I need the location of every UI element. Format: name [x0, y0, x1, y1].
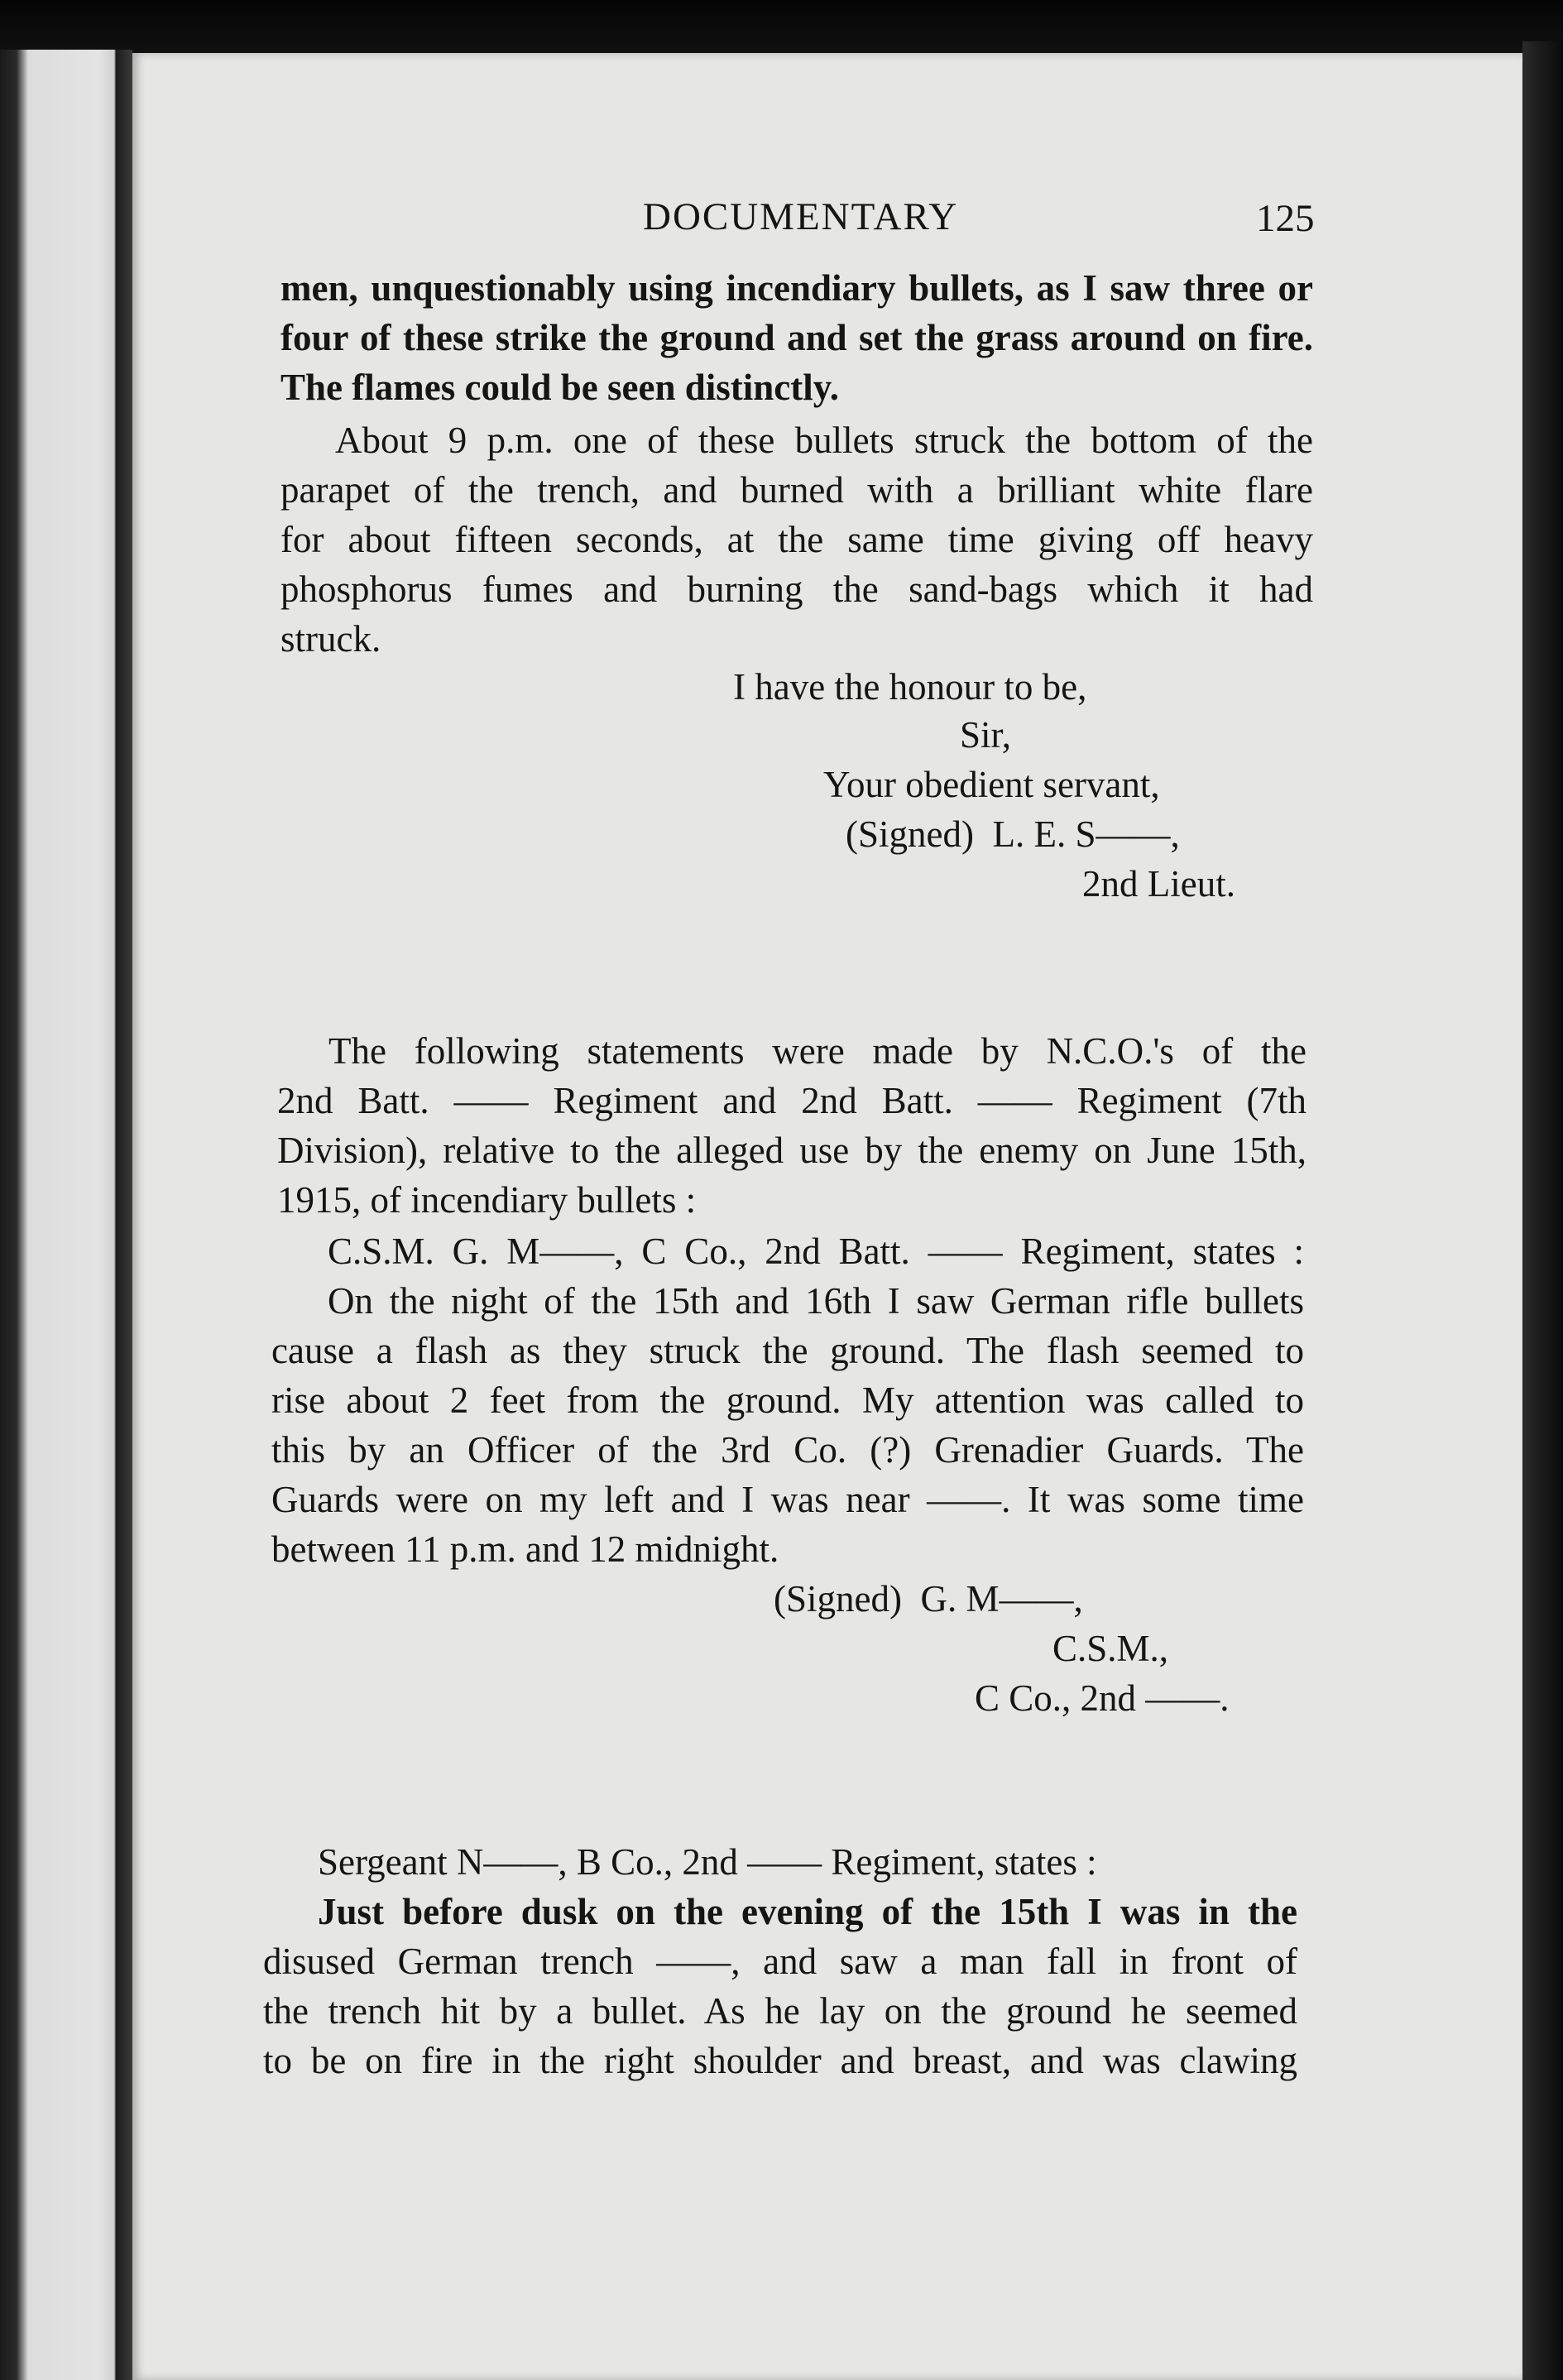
text-line: 1915, of incendiary bullets :: [277, 1179, 697, 1221]
previous-page-edge: [0, 50, 116, 2380]
scan-right-border: [1522, 41, 1563, 2380]
statement-csm: [271, 1226, 1304, 1574]
text-line: Just before dusk on the evening of the 15th I was in the: [318, 1891, 1297, 1932]
paragraph-incendiary-description: [280, 415, 1313, 664]
text-line: cause a flash as they struck the ground. The flash seemed to: [271, 1330, 1304, 1371]
text-line: 2nd Batt. —— Regiment and 2nd Batt. —— Regiment (7th: [277, 1080, 1306, 1121]
page-number: 125: [1256, 197, 1315, 240]
text-line: men, unquestionably using incendiary bullets, as I saw three or: [280, 267, 1313, 309]
scan-top-border: [0, 0, 1563, 58]
text-line: the trench hit by a bullet. As he lay on the ground he seemed: [263, 1990, 1297, 2032]
statement-heading: Sergeant N——, B Co., 2nd —— Regiment, states :: [318, 1841, 1097, 1883]
text-line: four of these strike the ground and set the grass around on fire.: [280, 317, 1313, 358]
paragraph-statements-intro: [277, 1026, 1306, 1225]
statement-sergeant: [263, 1837, 1297, 2085]
text-line: to be on fire in the right shoulder and breast, and was clawing: [263, 2040, 1297, 2081]
closing-sir: Sir,: [960, 714, 1011, 756]
text-line: phosphorus fumes and burning the sand-bags which it had: [280, 569, 1313, 610]
text-line: The flames could be seen distinctly.: [280, 367, 840, 408]
text-line: About 9 p.m. one of these bullets struck the bottom of the: [335, 420, 1313, 461]
page-gutter-shadow: [116, 50, 132, 2380]
text-line: disused German trench ——, and saw a man fall in front of: [263, 1941, 1297, 1982]
text-line: for about fifteen seconds, at the same time giving off heavy: [280, 519, 1313, 560]
text-line: parapet of the trench, and burned with a brilliant white flare: [280, 469, 1313, 511]
signature-name: (Signed) L. E. S——,: [846, 813, 1180, 855]
signature-rank: C.S.M.,: [1052, 1628, 1169, 1669]
paragraph-continuation: [280, 263, 1313, 412]
text-line: rise about 2 feet from the ground. My attention was called to: [271, 1380, 1304, 1421]
running-header-title: DOCUMENTARY: [643, 195, 959, 238]
closing-salutation: I have the honour to be,: [733, 666, 1087, 708]
signature-unit: C Co., 2nd ——.: [975, 1677, 1230, 1719]
text-line: Guards were on my left and I was near ——. It was some time: [271, 1479, 1304, 1520]
text-line: The following statements were made by N.C.O.'s of the: [328, 1030, 1306, 1072]
signature-rank: 2nd Lieut.: [1082, 863, 1235, 904]
text-line: this by an Officer of the 3rd Co. (?) Grenadier Guards. The: [271, 1429, 1304, 1471]
signature-name: (Signed) G. M——,: [774, 1578, 1083, 1619]
text-line: Division), relative to the alleged use by the enemy on June 15th,: [277, 1130, 1306, 1171]
statement-heading: C.S.M. G. M——, C Co., 2nd Batt. —— Regiment, states :: [328, 1231, 1304, 1272]
text-line: struck.: [280, 618, 381, 660]
text-line: between 11 p.m. and 12 midnight.: [271, 1528, 779, 1570]
text-line: On the night of the 15th and 16th I saw German rifle bullets: [328, 1280, 1304, 1322]
closing-servant: Your obedient servant,: [823, 764, 1160, 805]
